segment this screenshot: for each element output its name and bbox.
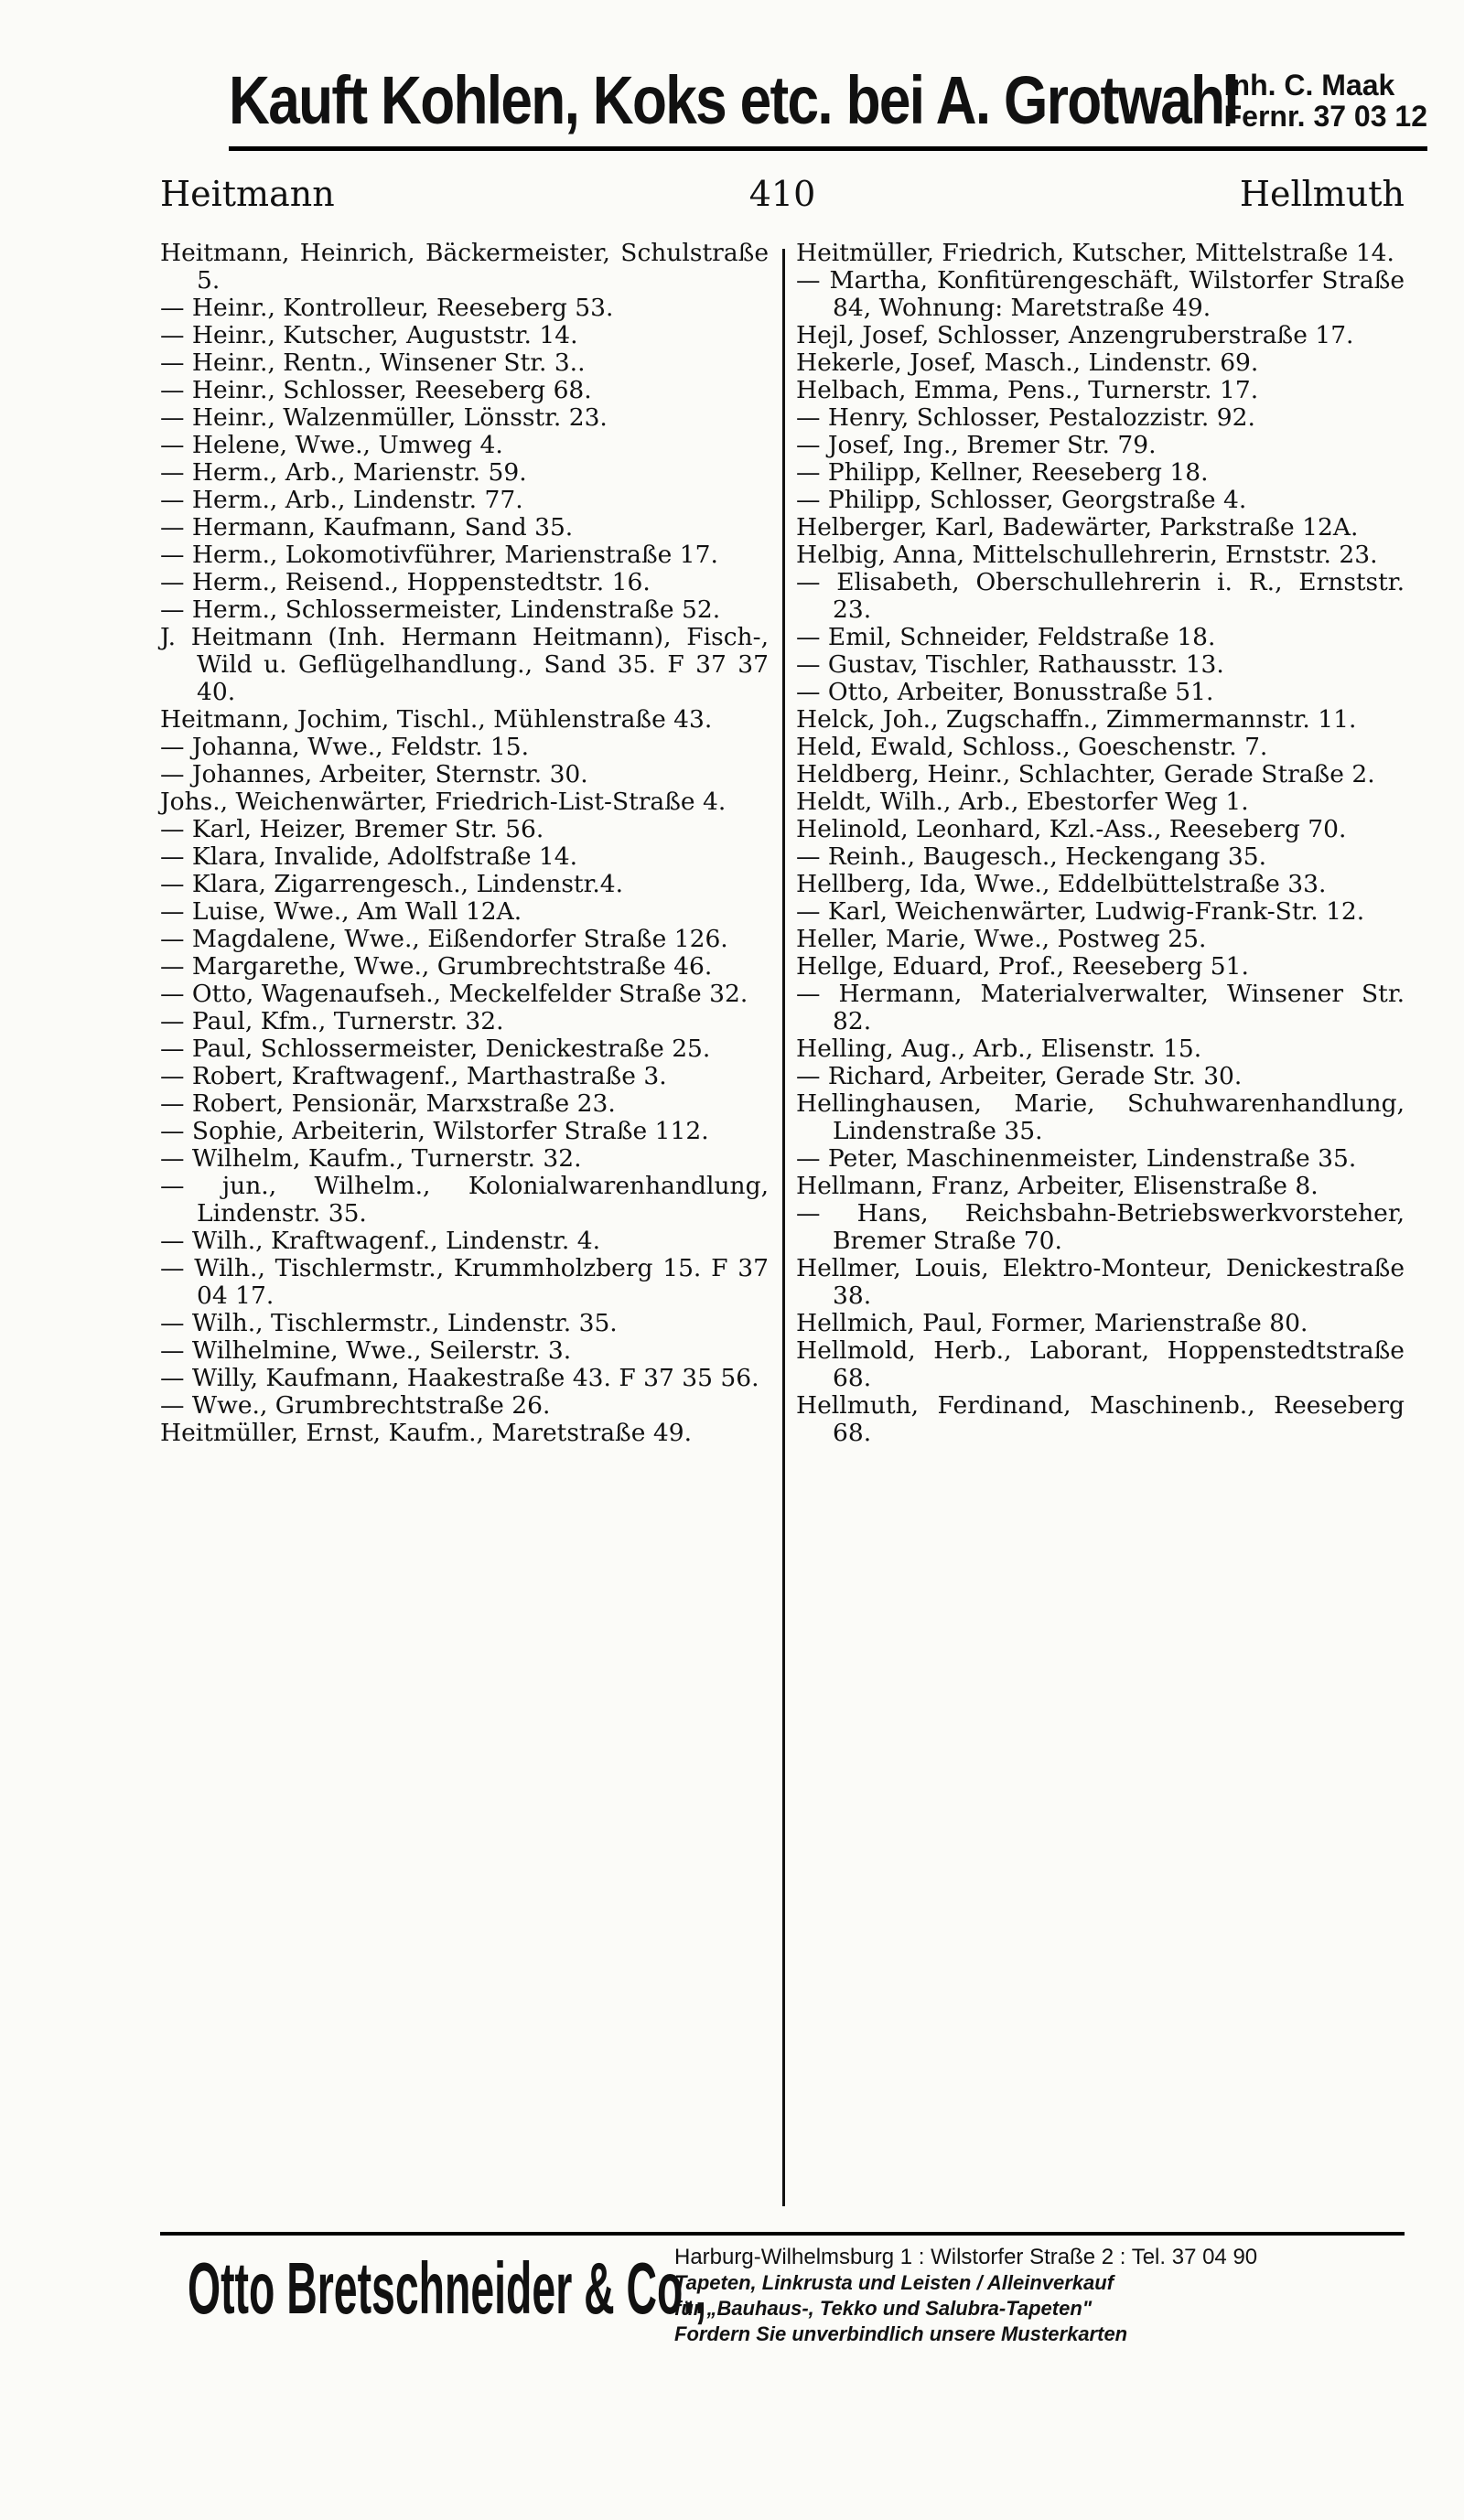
directory-entry: — Wilhelm, Kaufm., Turnerstr. 32. [160,1144,582,1173]
directory-entry: — Wwe., Grumbrechtstraße 26. [160,1391,551,1420]
directory-entry: Hejl, Josef, Schlosser, Anzengruberstraße 17. [796,321,1354,349]
directory-entry: — Wilh., Tischlermstr., Lindenstr. 35. [160,1309,618,1337]
left-column [160,240,769,1447]
directory-entry: Hellge, Eduard, Prof., Reeseberg 51. [796,952,1249,981]
directory-entry: Helck, Joh., Zugschaffn., Zimmermannstr. 11. [796,705,1357,734]
directory-entry: — Paul, Schlossermeister, Denickestraße 25. [160,1035,711,1063]
directory-entry: — Klara, Invalide, Adolfstraße 14. [160,842,578,871]
directory-entry: Heitmann, Jochim, Tischl., Mühlenstraße 43. [160,705,713,734]
directory-entry: Hellberg, Ida, Wwe., Eddelbüttelstraße 33. [796,870,1327,898]
directory-entry: — Luise, Wwe., Am Wall 12A. [160,897,522,926]
directory-entry: — jun., Wilhelm., Kolonialwarenhandlung, Lindenstr. 35. [160,1172,769,1228]
directory-entry: — Hermann, Materialverwalter, Winsener Str. 82. [796,980,1405,1035]
directory-entry: — Wilh., Tischlermstr., Krummholzberg 15. F 37 04 17. [160,1254,769,1310]
top-ad-phone: Fernr. 37 03 12 [1223,100,1427,133]
bottom-ad-callout: Fordern Sie unverbindlich unsere Musterkarten [674,2322,1128,2345]
top-ad-headline: Kauft Kohlen, Koks etc. bei A. Grotwahl [229,62,1238,138]
directory-entry: — Herm., Arb., Marienstr. 59. [160,458,527,487]
directory-entry: Hellmer, Louis, Elektro-Monteur, Denickestraße 38. [796,1254,1405,1310]
directory-entry: Heitmüller, Friedrich, Kutscher, Mittelstraße 14. [796,239,1394,267]
directory-entry: — Philipp, Kellner, Reeseberg 18. [796,458,1209,487]
directory-entry: — Herm., Schlossermeister, Lindenstraße 52. [160,595,721,624]
directory-entry: — Wilh., Kraftwagenf., Lindenstr. 4. [160,1227,601,1255]
directory-entry: J. Heitmann (Inh. Hermann Heitmann), Fisch-, Wild u. Geflügelhandlung., Sand 35. F 37 37 40. [160,623,769,706]
directory-entry: — Martha, Konfitürengeschäft, Wilstorfer Straße 84, Wohnung: Maretstraße 49. [796,266,1405,322]
top-advertisement [229,55,1427,151]
running-head-first-name: Heitmann [160,174,335,214]
directory-entry: — Paul, Kfm., Turnerstr. 32. [160,1007,504,1035]
bottom-ad-details [674,2245,1405,2347]
directory-entry: — Josef, Ing., Bremer Str. 79. [796,431,1157,459]
directory-entry: — Otto, Arbeiter, Bonusstraße 51. [796,678,1214,706]
directory-entry: — Herm., Lokomotivführer, Marienstraße 17. [160,541,718,569]
directory-entry: Hellmold, Herb., Laborant, Hoppenstedtstraße 68. [796,1336,1405,1392]
directory-entry: — Heinr., Kontrolleur, Reeseberg 53. [160,294,614,322]
directory-entry: Hekerle, Josef, Masch., Lindenstr. 69. [796,349,1259,377]
directory-entry: — Gustav, Tischler, Rathausstr. 13. [796,650,1224,679]
directory-entry: Heldberg, Heinr., Schlachter, Gerade Straße 2. [796,760,1375,788]
directory-entry: Helinold, Leonhard, Kzl.-Ass., Reeseberg 70. [796,815,1347,843]
top-ad-contact [1224,70,1427,132]
directory-entry: — Reinh., Baugesch., Heckengang 35. [796,842,1267,871]
directory-entry: — Karl, Heizer, Bremer Str. 56. [160,815,544,843]
directory-entry: — Margarethe, Wwe., Grumbrechtstraße 46. [160,952,713,981]
directory-entry: — Otto, Wagenaufseh., Meckelfelder Straße 32. [160,980,748,1008]
directory-entry: — Johanna, Wwe., Feldstr. 15. [160,733,530,761]
directory-entry: — Helene, Wwe., Umweg 4. [160,431,503,459]
directory-columns [160,240,1405,2211]
directory-entry: Helbach, Emma, Pens., Turnerstr. 17. [796,376,1259,404]
directory-entry: Heller, Marie, Wwe., Postweg 25. [796,925,1207,953]
directory-entry: Hellmann, Franz, Arbeiter, Elisenstraße 8. [796,1172,1319,1200]
directory-entry: — Karl, Weichenwärter, Ludwig-Frank-Str. 12. [796,897,1365,926]
directory-entry: — Herm., Reisend., Hoppenstedtstr. 16. [160,568,651,596]
directory-entry: — Hans, Reichsbahn-Betriebswerkvorsteher, Bremer Straße 70. [796,1199,1405,1255]
directory-entry: — Hermann, Kaufmann, Sand 35. [160,513,574,542]
running-head [160,174,1405,220]
directory-entry: Hellmich, Paul, Former, Marienstraße 80. [796,1309,1308,1337]
directory-entry: Hellinghausen, Marie, Schuhwarenhandlung, Lindenstraße 35. [796,1089,1405,1145]
bottom-ad-company: Otto Bretschneider & Co., [188,2247,707,2329]
directory-entry: Held, Ewald, Schloss., Goeschenstr. 7. [796,733,1268,761]
bottom-ad-address: Harburg-Wilhelmsburg 1 : Wilstorfer Straße 2 : Tel. 37 04 90 [674,2245,1258,2269]
directory-entry: — Peter, Maschinenmeister, Lindenstraße 35. [796,1144,1357,1173]
directory-entry: — Klara, Zigarrengesch., Lindenstr.4. [160,870,624,898]
right-column [796,240,1405,1447]
directory-entry: Helberger, Karl, Badewärter, Parkstraße 12A. [796,513,1359,542]
directory-entry: — Robert, Kraftwagenf., Marthastraße 3. [160,1062,667,1090]
directory-entry: — Sophie, Arbeiterin, Wilstorfer Straße 112. [160,1117,709,1145]
directory-entry: — Robert, Pensionär, Marxstraße 23. [160,1089,616,1118]
directory-entry: Johs., Weichenwärter, Friedrich-List-Straße 4. [160,788,727,816]
directory-entry: — Heinr., Kutscher, Auguststr. 14. [160,321,578,349]
bottom-ad-brands: für „Bauhaus-, Tekko und Salubra-Tapeten" [674,2297,1093,2320]
directory-entry: — Richard, Arbeiter, Gerade Str. 30. [796,1062,1243,1090]
directory-entry: — Emil, Schneider, Feldstraße 18. [796,623,1216,651]
directory-entry: — Wilhelmine, Wwe., Seilerstr. 3. [160,1336,572,1365]
directory-entry: — Elisabeth, Oberschullehrerin i. R., Ernststr. 23. [796,568,1405,624]
directory-entry: — Philipp, Schlosser, Georgstraße 4. [796,486,1247,514]
bottom-ad-products: Tapeten, Linkrusta und Leisten / Alleinverkauf [674,2271,1114,2294]
directory-entry: Heitmann, Heinrich, Bäckermeister, Schulstraße 5. [160,239,769,295]
directory-entry: — Magdalene, Wwe., Eißendorfer Straße 126. [160,925,728,953]
directory-entry: — Heinr., Rentn., Winsener Str. 3.. [160,349,586,377]
directory-entry: — Henry, Schlosser, Pestalozzistr. 92. [796,403,1255,432]
directory-entry: Helbig, Anna, Mittelschullehrerin, Ernststr. 23. [796,541,1378,569]
bottom-advertisement [160,2232,1405,2350]
directory-entry: Heitmüller, Ernst, Kaufm., Maretstraße 49. [160,1419,692,1447]
page-number: 410 [748,174,816,214]
directory-entry: Helling, Aug., Arb., Elisenstr. 15. [796,1035,1202,1063]
directory-entry: — Johannes, Arbeiter, Sternstr. 30. [160,760,588,788]
running-head-last-name: Hellmuth [1239,174,1405,214]
directory-entry: — Willy, Kaufmann, Haakestraße 43. F 37 35 56. [160,1364,759,1392]
directory-entry: — Heinr., Walzenmüller, Lönsstr. 23. [160,403,608,432]
column-divider [782,249,785,2206]
directory-entry: Heldt, Wilh., Arb., Ebestorfer Weg 1. [796,788,1249,816]
directory-entry: Hellmuth, Ferdinand, Maschinenb., Reeseberg 68. [796,1391,1405,1447]
directory-entry: — Herm., Arb., Lindenstr. 77. [160,486,523,514]
top-ad-owner: Inh. C. Maak [1223,69,1395,102]
directory-entry: — Heinr., Schlosser, Reeseberg 68. [160,376,592,404]
